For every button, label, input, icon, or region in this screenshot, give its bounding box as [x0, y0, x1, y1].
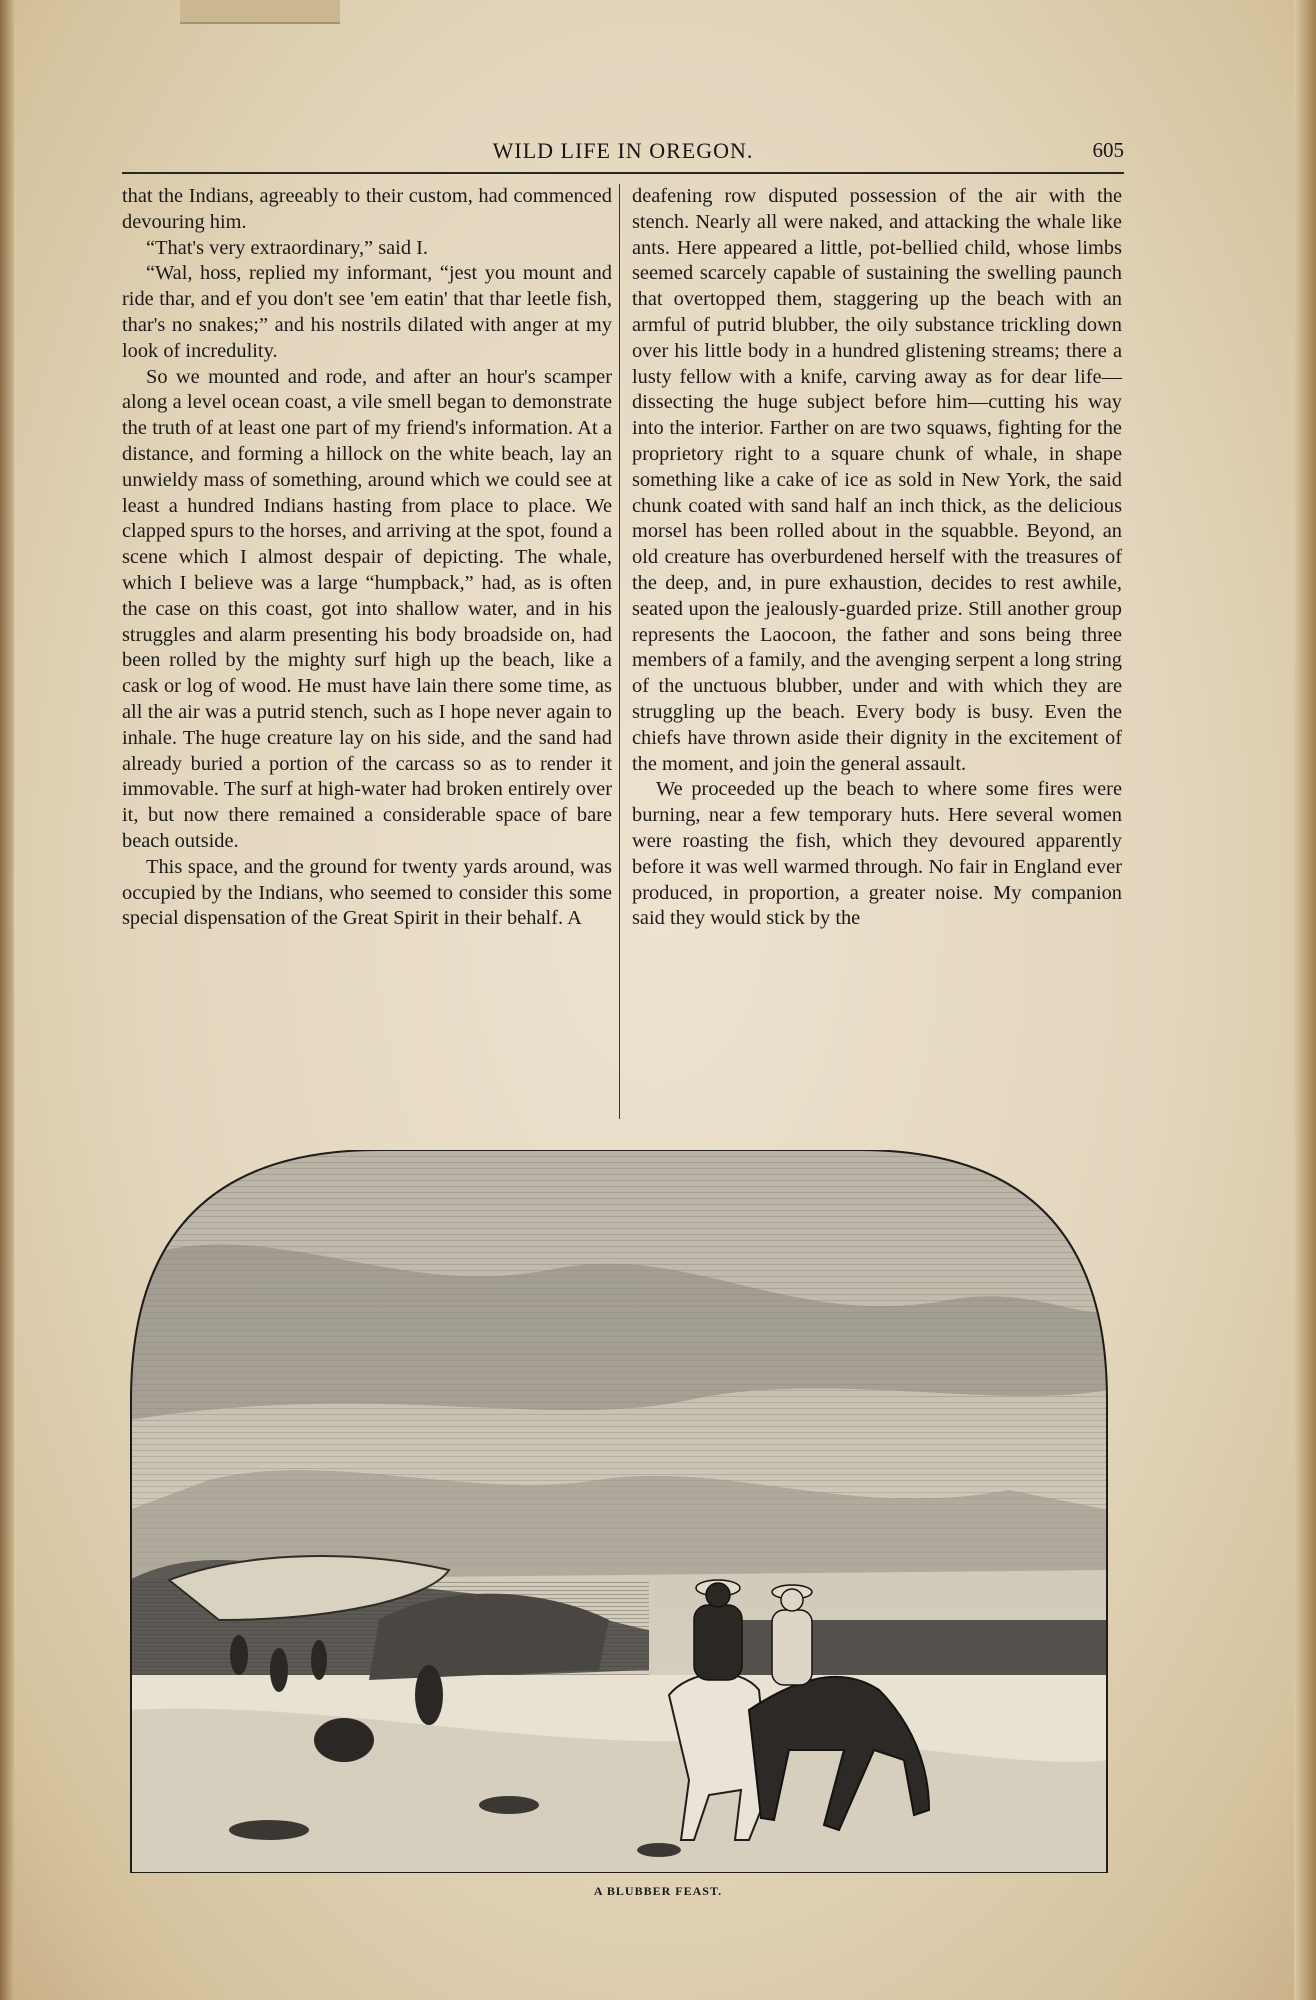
- paper-tape-strip: [180, 0, 340, 24]
- paragraph: deafening row disputed possession of the air with the stench. Nearly all were naked, and attacking the whale like ants. Here appeared a little, pot-bellied child, whose limbs seemed scarcely capable of sustaining the swelling paunch that overtopped them, staggering up the beach with an armful of putrid blubber, the oily substance trickling down over his little body in a hundred glistening streams; there a lusty fellow with a knife, carving away as for dear life—dissecting the huge subject before him—cutting his way into the interior. Farther on are two squaws, fighting for the proprietory right to a square chunk of whale, in shape something like a cake of ice as sold in New York, the said chunk coated with sand half an inch thick, as the delicious morsel has been rolled about in the squabble. Beyond, an old creature has overburdened herself with the treasures of the deep, and, in pure exhaustion, decides to rest awhile, seated upon the jealously-guarded prize. Still another group represents the Laocoon, the father and sons being three members of a family, and the avenging serpent a long string of the unctuous blubber, under and with which they are struggling up the beach. Every body is busy. Even the chiefs have thrown aside their dignity in the excitement of the moment, and join the general assault.: [632, 185, 1122, 775]
- paragraph: So we mounted and rode, and after an hour's scamper along a level ocean coast, a vile smell began to demonstrate the truth of at least one part of my friend's information. At a distance, and forming a hillock on the white beach, lay an unwieldy mass of something, around which we could see at least a hundred Indians hasting from place to place. We clapped spurs to the horses, and arriving at the spot, found a scene which I almost despair of depicting. The whale, which I believe was a large “humpback,” had, as is often the case on this coast, got into shallow water, and in his struggles and alarm presenting his body broadside on, had been rolled by the mighty surf high up the beach, like a cask or log of wood. He must have lain there some time, as all the air was a putrid stench, such as I hope never again to inhale. The huge creature lay on his side, and the sand had already buried a portion of the carcass so as to render it immovable. The surf at high-water had broken entirely over it, but now there remained a considerable space of bare beach outside.: [122, 365, 612, 852]
- page-number: 605: [1092, 138, 1124, 162]
- engraving-blubber-feast: [129, 1150, 1109, 1873]
- paragraph: “That's very extraordinary,” said I.: [146, 236, 429, 259]
- column-divider: [619, 184, 620, 1119]
- paragraph: that the Indians, agreeably to their custom, had commenced devouring him.: [122, 185, 612, 233]
- header-rule: [122, 172, 1124, 174]
- paragraph: This space, and the ground for twenty yards around, was occupied by the Indians, who seemed to consider this some special dispensation of the Great Spirit in their behalf. A: [122, 855, 612, 930]
- figure-caption: A BLUBBER FEAST.: [593, 1884, 723, 1898]
- paragraph: “Wal, hoss, replied my informant, “jest you mount and ride thar, and ef you don't see 'em eatin' that thar leetle fish, thar's no snakes;” and his nostrils dilated with anger at my look of incredulity.: [122, 262, 612, 362]
- right-column: [632, 184, 1122, 932]
- running-title: WILD LIFE IN OREGON.: [492, 138, 754, 163]
- page-edge-right: [1294, 0, 1316, 2000]
- left-column: [122, 184, 612, 932]
- page-edge-left: [0, 0, 14, 2000]
- paragraph: We proceeded up the beach to where some fires were burning, near a few temporary huts. Here several women were roasting the fish, which they devoured apparently before it was well warmed through. No fair in England ever produced, in proportion, a greater noise. My companion said they would stick by the: [632, 778, 1122, 930]
- engraving-illustration: [129, 1150, 1109, 1873]
- running-header: [122, 138, 1124, 168]
